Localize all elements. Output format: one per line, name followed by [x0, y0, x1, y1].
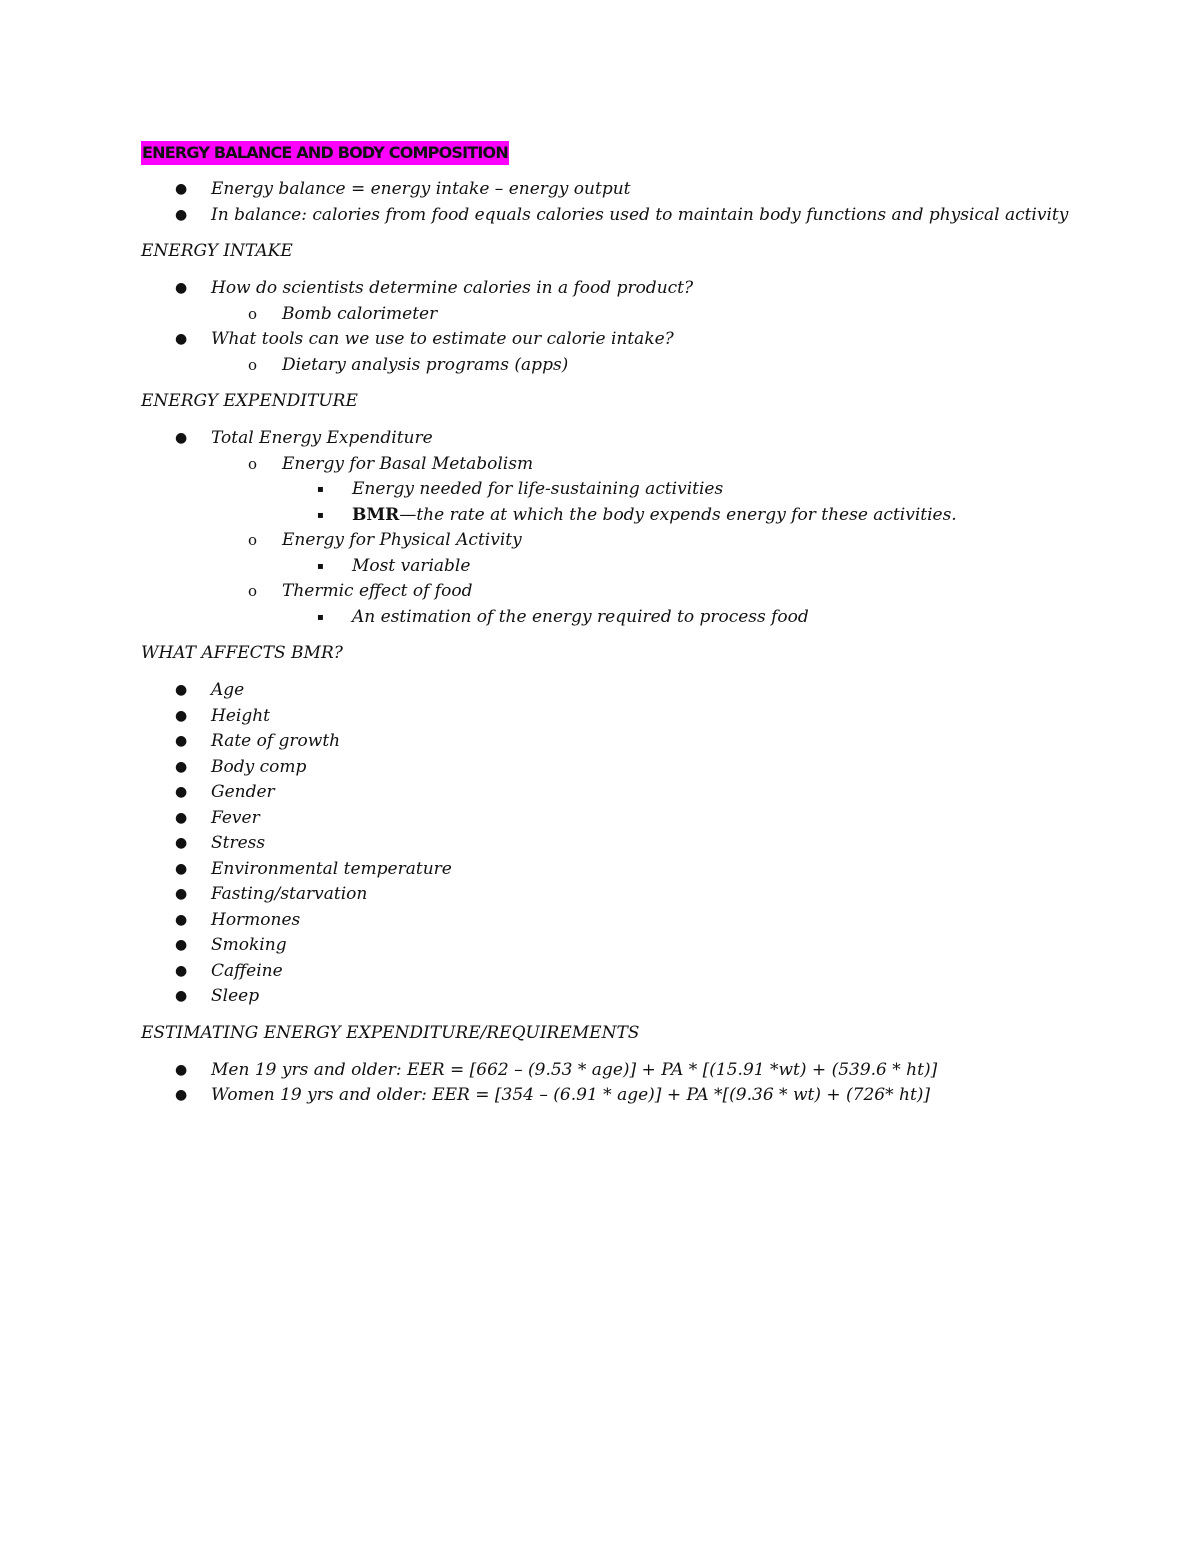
list-item: ● Gender: [141, 780, 1081, 806]
bullet-icon: ●: [175, 682, 188, 698]
list-item: ● Hormones: [141, 908, 1081, 934]
list-item: ● How do scientists determine calories in a food product?: [141, 276, 1081, 302]
list-item: ▪ BMR—the rate at which the body expends energy for these activities.: [141, 503, 1081, 529]
bullet-icon: ●: [175, 860, 188, 877]
list-item: ● Fasting/starvation: [141, 882, 1081, 908]
square-bullet-icon: ▪: [317, 560, 324, 572]
bullet-icon: ●: [175, 809, 188, 826]
bullet-icon: ●: [175, 886, 188, 902]
list-item: ● Total Energy Expenditure: [141, 426, 1081, 452]
list-item: ▪ Most variable: [141, 554, 1081, 580]
square-bullet-icon: ▪: [317, 509, 324, 521]
square-bullet-icon: ▪: [317, 484, 324, 495]
list-item: ● Age: [141, 678, 1081, 704]
bullet-icon: ●: [175, 280, 188, 296]
bullet-icon: ●: [175, 1087, 188, 1103]
bullet-icon: ●: [175, 707, 188, 724]
list-item: ● Sleep: [141, 984, 1081, 1010]
title-line: [141, 140, 1081, 166]
bullet-icon: ●: [175, 733, 188, 749]
bullet-icon: ●: [175, 937, 188, 953]
bullet-icon: ●: [175, 835, 188, 851]
circle-bullet-icon: o: [248, 454, 258, 473]
document-body: [141, 140, 1081, 1109]
bullet-icon: ●: [175, 758, 188, 775]
bullet-icon: ●: [175, 911, 188, 928]
women-eer-formula: Women 19 yrs and older: EER = [354 – (6.91 * age)] + PA *[(9.36 * wt) + (726* ht)]: [211, 1085, 931, 1105]
circle-bullet-icon: o: [248, 582, 258, 600]
bullet-icon: ●: [175, 181, 188, 197]
list-item: ● In balance: calories from food equals calories used to maintain body functions and physical activity: [141, 203, 1081, 229]
list-item: ▪ An estimation of the energy required to process food: [141, 605, 1081, 631]
bullet-icon: ●: [175, 1061, 188, 1078]
bmr-factor-list: [141, 678, 1081, 1010]
list-item: [141, 1083, 1081, 1109]
bullet-icon: ●: [175, 430, 188, 446]
list-item: ● Body comp: [141, 755, 1081, 781]
list-item: o Energy for Basal Metabolism: [141, 452, 1081, 478]
circle-bullet-icon: o: [248, 531, 258, 549]
bmr-term: BMR: [352, 504, 400, 525]
bullet-icon: ●: [175, 988, 188, 1004]
list-item: o Dietary analysis programs (apps): [141, 353, 1081, 379]
list-item: o Thermic effect of food: [141, 579, 1081, 605]
bullet-icon: ●: [175, 784, 188, 800]
document-title: ENERGY BALANCE AND BODY COMPOSITION: [141, 141, 509, 165]
list-item: o Bomb calorimeter: [141, 302, 1081, 328]
section-heading-bmr-factors: WHAT AFFECTS BMR?: [141, 643, 343, 663]
bullet-icon: ●: [175, 206, 188, 223]
list-item: ● Environmental temperature: [141, 857, 1081, 883]
section-heading-estimating: ESTIMATING ENERGY EXPENDITURE/REQUIREMENTS: [141, 1022, 640, 1043]
bullet-icon: ●: [175, 962, 188, 979]
list-item: ● Smoking: [141, 933, 1081, 959]
circle-bullet-icon: o: [248, 355, 258, 374]
section-heading-energy-expenditure: ENERGY EXPENDITURE: [141, 391, 358, 411]
bullet-icon: ●: [175, 331, 188, 347]
square-bullet-icon: ▪: [317, 611, 324, 623]
list-item: [141, 1058, 1081, 1084]
list-item: ● Stress: [141, 831, 1081, 857]
list-item: ● Caffeine: [141, 959, 1081, 985]
section-heading-energy-intake: ENERGY INTAKE: [141, 241, 293, 261]
men-eer-formula: Men 19 yrs and older: EER = [662 – (9.53 * age)] + PA * [(15.91 *wt) + (539.6 * ht)]: [211, 1059, 938, 1080]
circle-bullet-icon: o: [248, 304, 258, 323]
list-item: ● Energy balance = energy intake – energy output: [141, 177, 1081, 203]
list-item: ● Rate of growth: [141, 729, 1081, 755]
list-item: o Energy for Physical Activity: [141, 528, 1081, 554]
list-item: ● Height: [141, 704, 1081, 730]
list-item: ● Fever: [141, 806, 1081, 832]
list-item: ▪ Energy needed for life-sustaining activities: [141, 477, 1081, 503]
list-item: ● What tools can we use to estimate our calorie intake?: [141, 327, 1081, 353]
